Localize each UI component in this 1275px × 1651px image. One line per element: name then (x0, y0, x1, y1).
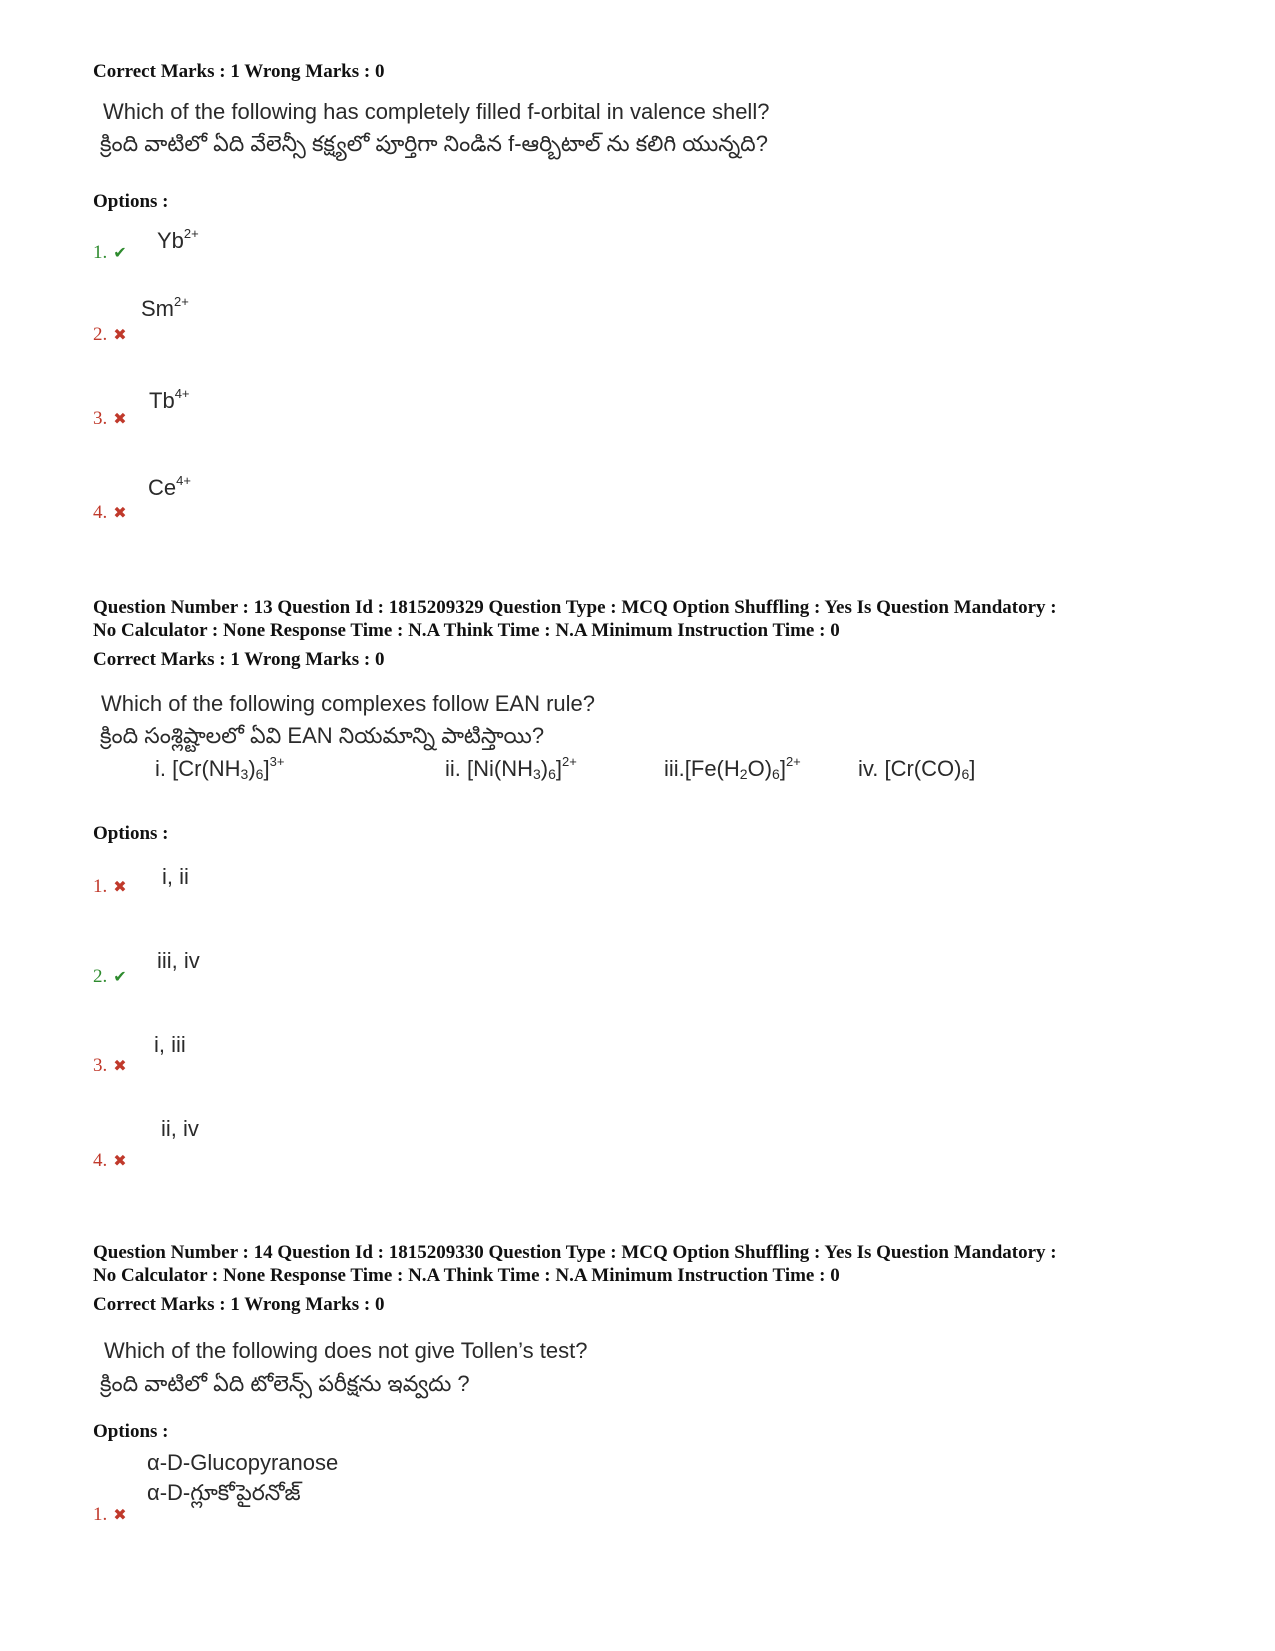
q12-option-4-value: $Ce^{4+}$ (148, 473, 191, 500)
cross-icon: ✖ (113, 877, 127, 896)
q13-question-en: Which of the following complexes follow EAN rule? (101, 691, 596, 716)
cross-icon: ✖ (113, 503, 127, 522)
cross-icon: ✖ (113, 1151, 127, 1170)
q14-marks: Correct Marks : 1 Wrong Marks : 0 (93, 1294, 385, 1315)
q13-header-line1: Question Number : 13 Question Id : 1815209329 Question Type : MCQ Option Shuffling : Yes Is Question Mandatory : (93, 597, 1057, 618)
q14-question-te: క్రింది వాటిలో ఏది టోలెన్స్ పరీక్షను ఇవ్వదు ? (100, 1371, 470, 1396)
q13-option-3-number: 3. ✖ (93, 1055, 127, 1076)
q14-option-1-value-en: α-D-Glucopyranose (147, 1450, 339, 1475)
q12-option-3-number: 3. ✖ (93, 408, 127, 429)
q12-question-te: క్రింది వాటిలో ఏది వేలెన్సీ కక్ష్యలో పూర్తిగా నిండిన f-ఆర్బిటాల్ ను కలిగి యున్నది? (100, 131, 768, 156)
q14-header-line1: Question Number : 14 Question Id : 1815209330 Question Type : MCQ Option Shuffling : Yes Is Question Mandatory : (93, 1242, 1057, 1263)
q12-option-1-value: $Yb^{2+}$ (157, 226, 199, 253)
q13-option-2-value: iii, iv (157, 948, 200, 973)
cross-icon: ✖ (113, 1505, 127, 1524)
complex-iv: iv. $[Cr(CO)_6]$ (858, 756, 976, 782)
q12-option-1-number: 1. ✔ (93, 242, 127, 263)
q12-option-3-value: $Tb^{4+}$ (149, 386, 190, 413)
cross-icon: ✖ (113, 409, 127, 428)
q12-option-4-number: 4. ✖ (93, 502, 127, 523)
q12-option-2-value: $Sm^{2+}$ (141, 294, 189, 321)
q13-option-4-number: 4. ✖ (93, 1150, 127, 1171)
q13-option-4-value: ii, iv (161, 1116, 199, 1141)
q13-option-1-value: i, ii (162, 864, 189, 889)
cross-icon: ✖ (113, 325, 127, 344)
q13-marks: Correct Marks : 1 Wrong Marks : 0 (93, 649, 385, 670)
q14-option-1-number: 1. ✖ (93, 1504, 127, 1525)
check-icon: ✔ (113, 243, 127, 262)
q12-option-2-number: 2. ✖ (93, 324, 127, 345)
q13-question-te: క్రింది సంశ్లిష్టాలలో ఏవి EAN నియమాన్ని పాటిస్తాయి? (100, 723, 545, 748)
q14-header-line2: No Calculator : None Response Time : N.A Think Time : N.A Minimum Instruction Time : 0 (93, 1265, 840, 1286)
complex-iii: $iii.[Fe(H_2O)_6]^{2+}$ (664, 754, 801, 782)
q12-question-en: Which of the following has completely filled f-orbital in valence shell? (103, 99, 770, 124)
q14-question-en: Which of the following does not give Tollen’s test? (104, 1338, 588, 1363)
q14-option-1-value-te: α-D-గ్లూకోపైరనోజ్ (147, 1480, 301, 1505)
q13-options-label: Options : (93, 823, 169, 844)
q14-options-label: Options : (93, 1421, 169, 1442)
q13-option-3-value: i, iii (154, 1032, 186, 1057)
q13-header-line2: No Calculator : None Response Time : N.A Think Time : N.A Minimum Instruction Time : 0 (93, 620, 840, 641)
complex-ii: ii. $[Ni(NH_3)_6]^{2+}$ (445, 754, 577, 782)
q13-option-1-number: 1. ✖ (93, 876, 127, 897)
q12-marks: Correct Marks : 1 Wrong Marks : 0 (93, 61, 385, 82)
complex-i: i. $[Cr(NH_3)_6]^{3+}$ (155, 754, 285, 782)
cross-icon: ✖ (113, 1056, 127, 1075)
q13-option-2-number: 2. ✔ (93, 966, 127, 987)
check-icon: ✔ (113, 967, 127, 986)
q12-options-label: Options : (93, 191, 169, 212)
